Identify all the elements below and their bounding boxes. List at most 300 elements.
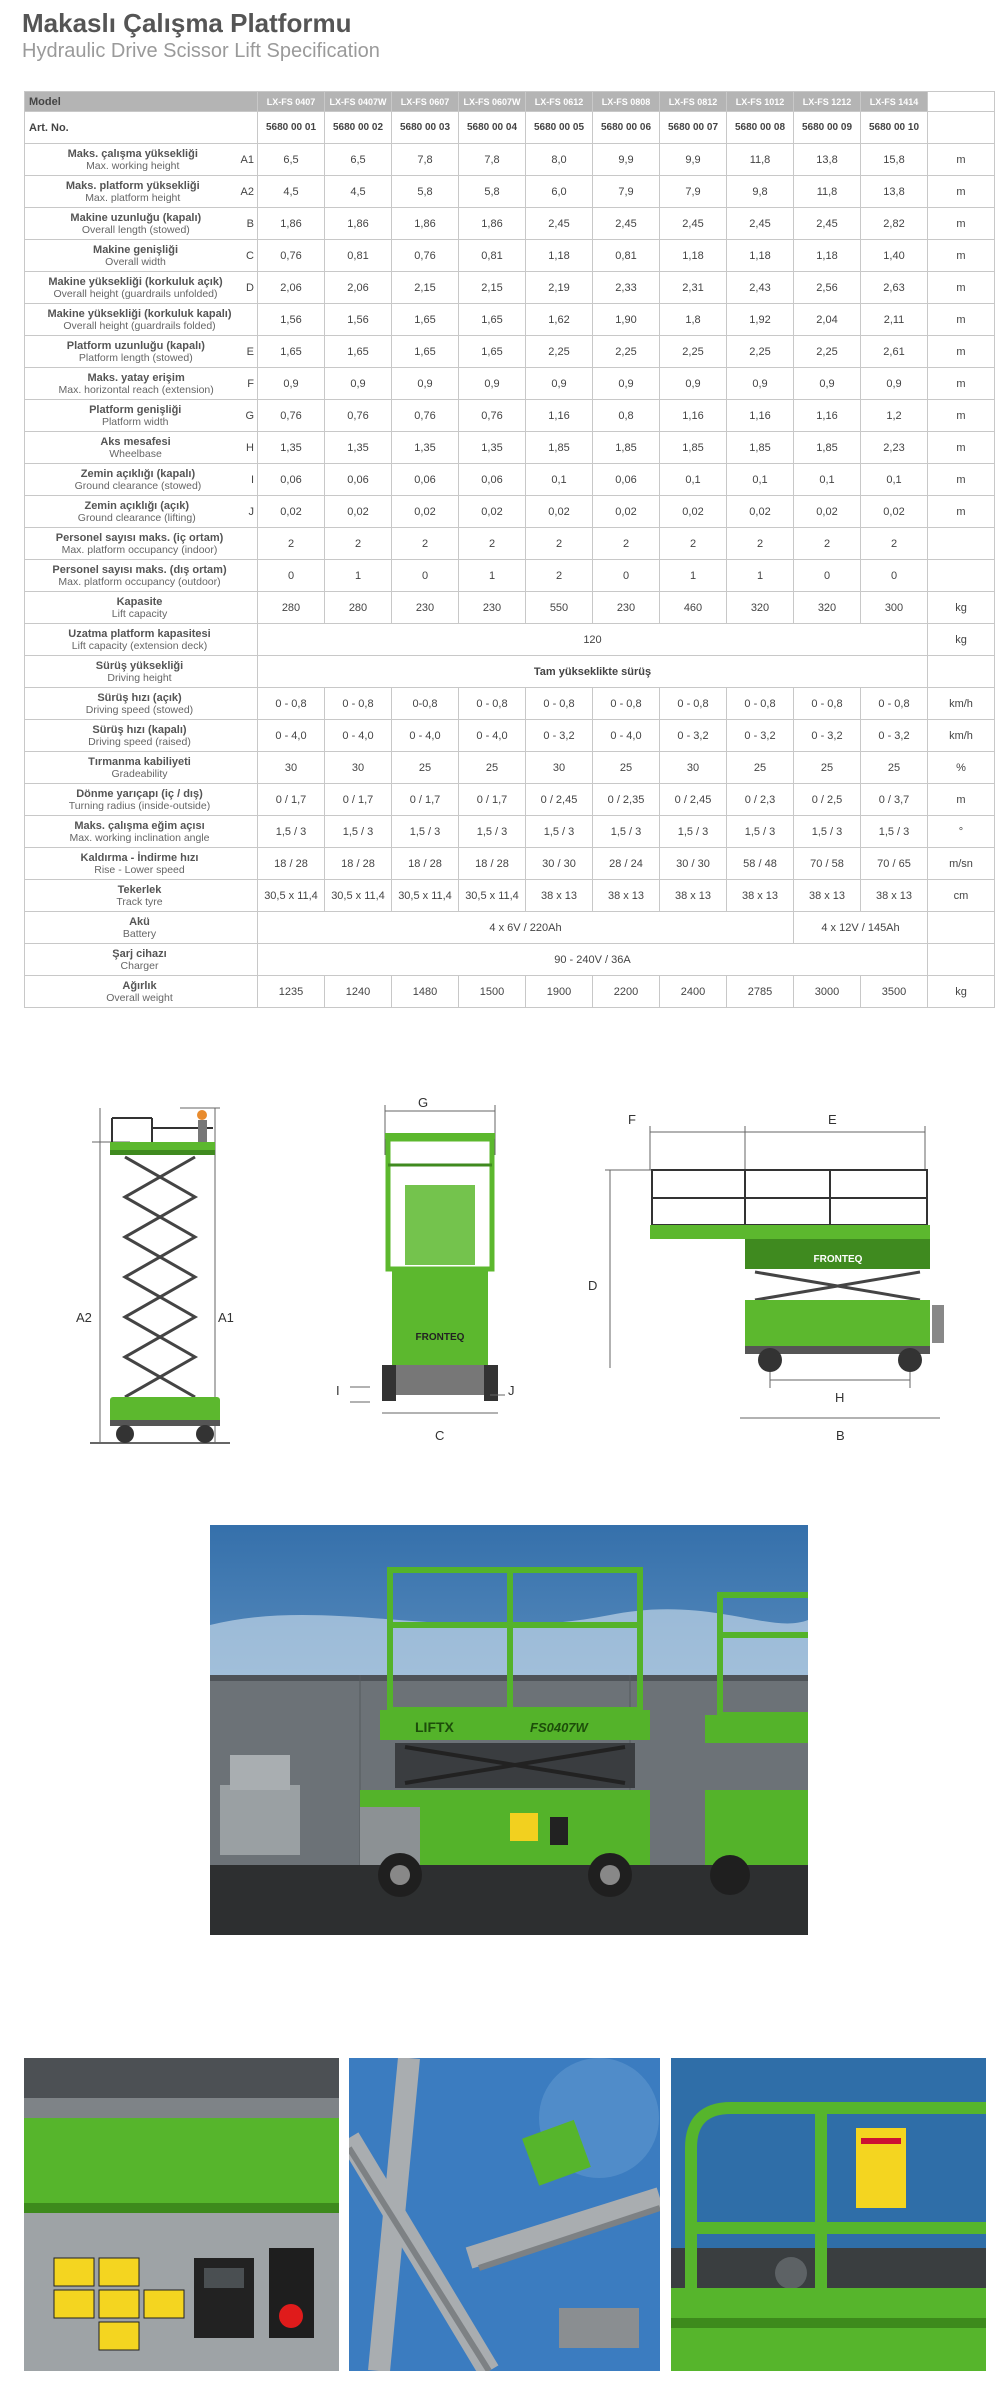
spec-row [25, 976, 995, 1008]
spec-label-tr: Ağırlık [122, 979, 157, 992]
spec-row [25, 336, 995, 368]
operator-icon [197, 1110, 207, 1120]
spec-row [25, 752, 995, 784]
spec-label [25, 400, 258, 432]
label-d: D [588, 1278, 598, 1293]
spec-value: 1,56 [258, 304, 325, 336]
spec-dimension-code: A2 [240, 185, 254, 198]
spec-value: 0,9 [258, 368, 325, 400]
spec-label [25, 784, 258, 816]
spec-value: 2,25 [593, 336, 660, 368]
spec-value: 1,5 / 3 [794, 816, 861, 848]
artno-cell: 5680 00 04 [459, 112, 526, 144]
spec-unit: m [928, 464, 995, 496]
spec-value: 11,8 [794, 176, 861, 208]
spec-value: 0 / 1,7 [459, 784, 526, 816]
spec-row [25, 464, 995, 496]
model-col-header: LX-FS 0607W [459, 92, 526, 112]
spec-value: 0,02 [593, 496, 660, 528]
spec-value: 2,45 [660, 208, 727, 240]
spec-table [24, 91, 995, 1008]
spec-value: 0 - 3,2 [861, 720, 928, 752]
spec-value: 0 / 1,7 [392, 784, 459, 816]
spec-merged-value: 90 - 240V / 36A [258, 944, 928, 976]
spec-value: 300 [861, 592, 928, 624]
spec-value: 1,65 [459, 336, 526, 368]
page-subtitle: Hydraulic Drive Scissor Lift Specification [22, 40, 380, 62]
spec-value: 2 [526, 528, 593, 560]
spec-value: 1,16 [727, 400, 794, 432]
spec-value: 2,25 [526, 336, 593, 368]
spec-value: 8,0 [526, 144, 593, 176]
spec-label-tr: Personel sayısı maks. (iç ortam) [55, 531, 224, 544]
spec-value: 0 - 0,8 [794, 688, 861, 720]
spec-value: 38 x 13 [794, 880, 861, 912]
spec-value: 0,06 [325, 464, 392, 496]
label-i: I [336, 1383, 340, 1398]
spec-value: 0 - 3,2 [727, 720, 794, 752]
spec-value: 28 / 24 [593, 848, 660, 880]
spec-unit: m [928, 784, 995, 816]
spec-label-tr: Maks. çalışma eğim açısı [74, 819, 205, 832]
spec-dimension-code: A1 [240, 153, 254, 166]
spec-value: 25 [794, 752, 861, 784]
spec-value: 0 - 0,8 [459, 688, 526, 720]
spec-unit [928, 656, 995, 688]
spec-value: 30,5 x 11,4 [325, 880, 392, 912]
spec-label-en: Battery [122, 927, 157, 940]
spec-unit: m [928, 496, 995, 528]
spec-label-en: Overall length (stowed) [81, 223, 190, 236]
spec-label-en: Turning radius (inside-outside) [68, 799, 211, 812]
spec-dimension-code: H [246, 441, 254, 454]
spec-value: 0,9 [660, 368, 727, 400]
spec-value: 38 x 13 [727, 880, 794, 912]
spec-unit: m [928, 176, 995, 208]
spec-value: 7,9 [593, 176, 660, 208]
spec-label-tr: Makine genişliği [93, 243, 178, 256]
spec-unit: % [928, 752, 995, 784]
spec-value: 280 [325, 592, 392, 624]
label-b: B [836, 1428, 845, 1443]
spec-value: 18 / 28 [258, 848, 325, 880]
spec-unit: km/h [928, 720, 995, 752]
spec-value: 0,76 [258, 400, 325, 432]
artno-row [25, 112, 995, 144]
spec-value: 1 [459, 560, 526, 592]
spec-value: 280 [258, 592, 325, 624]
model-col-header: LX-FS 1212 [794, 92, 861, 112]
spec-unit: km/h [928, 688, 995, 720]
spec-value: 1,65 [392, 336, 459, 368]
spec-value: 1,8 [660, 304, 727, 336]
spec-value: 0,02 [660, 496, 727, 528]
spec-value: 0,81 [459, 240, 526, 272]
spec-value: 2,56 [794, 272, 861, 304]
spec-unit: m [928, 240, 995, 272]
spec-value: 1,86 [258, 208, 325, 240]
spec-label-tr: Tekerlek [117, 883, 162, 896]
spec-label-en: Platform length (stowed) [78, 351, 193, 364]
spec-value: 2 [258, 528, 325, 560]
spec-value: 25 [861, 752, 928, 784]
spec-value: 2 [660, 528, 727, 560]
spec-label-tr: Aks mesafesi [100, 435, 171, 448]
spec-value: 0 [861, 560, 928, 592]
spec-value: 2,45 [794, 208, 861, 240]
spec-value: 2 [727, 528, 794, 560]
spec-label [25, 976, 258, 1008]
spec-dimension-code: J [248, 505, 254, 518]
spec-label [25, 816, 258, 848]
spec-unit: ° [928, 816, 995, 848]
artno-cell: 5680 00 02 [325, 112, 392, 144]
model-col-header: LX-FS 1012 [727, 92, 794, 112]
spec-value: 2 [794, 528, 861, 560]
spec-label-tr: Maks. yatay erişim [87, 371, 185, 384]
spec-dimension-code: E [246, 345, 254, 358]
spec-value: 0 - 0,8 [660, 688, 727, 720]
spec-value: 460 [660, 592, 727, 624]
spec-value: 0,8 [593, 400, 660, 432]
spec-unit [928, 912, 995, 944]
spec-label-tr: Dönme yarıçapı (iç / dış) [76, 787, 203, 800]
spec-value: 2,25 [794, 336, 861, 368]
spec-label [25, 752, 258, 784]
spec-value: 0 - 0,8 [526, 688, 593, 720]
model-col-header: LX-FS 1414 [861, 92, 928, 112]
spec-value: 0 / 1,7 [325, 784, 392, 816]
spec-value: 1 [325, 560, 392, 592]
spec-row [25, 656, 995, 688]
spec-value: 0,06 [459, 464, 526, 496]
spec-label-en: Overall width [105, 255, 166, 268]
spec-value: 15,8 [861, 144, 928, 176]
spec-value: 30,5 x 11,4 [392, 880, 459, 912]
spec-value: 0,81 [593, 240, 660, 272]
artno-label: Art. No. [25, 112, 258, 144]
spec-unit [928, 944, 995, 976]
spec-value: 2 [459, 528, 526, 560]
spec-label-tr: Platform genişliği [89, 403, 182, 416]
spec-value: 0,1 [526, 464, 593, 496]
spec-value: 0,9 [861, 368, 928, 400]
spec-label-tr: Tırmanma kabiliyeti [88, 755, 191, 768]
spec-value: 30 / 30 [660, 848, 727, 880]
spec-unit: m/sn [928, 848, 995, 880]
spec-value: 1,62 [526, 304, 593, 336]
spec-value: 1,92 [727, 304, 794, 336]
spec-value: 0 / 2,45 [660, 784, 727, 816]
spec-label-en: Charger [120, 959, 159, 972]
spec-label-en: Overall height (guardrails unfolded) [53, 287, 218, 300]
spec-value: 2,45 [727, 208, 794, 240]
artno-cell: 5680 00 03 [392, 112, 459, 144]
spec-value: 0 / 2,5 [794, 784, 861, 816]
artno-cell: 5680 00 01 [258, 112, 325, 144]
spec-value: 0 - 4,0 [593, 720, 660, 752]
spec-dimension-code: C [246, 249, 254, 262]
spec-value: 2 [593, 528, 660, 560]
spec-label [25, 496, 258, 528]
model-col-header: LX-FS 0607 [392, 92, 459, 112]
model-col-header: LX-FS 0407W [325, 92, 392, 112]
spec-label-en: Ground clearance (lifting) [77, 511, 196, 524]
photo-model: FS0407W [530, 1720, 588, 1735]
diagram-front [330, 1095, 520, 1445]
spec-label-tr: Makine uzunluğu (kapalı) [70, 211, 202, 224]
spec-unit: m [928, 272, 995, 304]
spec-value: 320 [794, 592, 861, 624]
spec-unit: kg [928, 624, 995, 656]
spec-value: 2,11 [861, 304, 928, 336]
spec-value: 0,81 [325, 240, 392, 272]
artno-cell: 5680 00 05 [526, 112, 593, 144]
spec-value: 0 - 4,0 [392, 720, 459, 752]
spec-value: 1,18 [727, 240, 794, 272]
spec-label [25, 240, 258, 272]
spec-value: 0 - 0,8 [258, 688, 325, 720]
spec-value: 0,9 [794, 368, 861, 400]
artno-cell: 5680 00 08 [727, 112, 794, 144]
spec-row [25, 720, 995, 752]
spec-value: 2,15 [459, 272, 526, 304]
spec-value: 0 [258, 560, 325, 592]
model-col-header: LX-FS 0612 [526, 92, 593, 112]
spec-label-tr: Personel sayısı maks. (dış ortam) [52, 563, 227, 576]
spec-value: 2,43 [727, 272, 794, 304]
spec-value: 2,23 [861, 432, 928, 464]
spec-merged-value: 120 [258, 624, 928, 656]
spec-value: 2,06 [325, 272, 392, 304]
spec-label-tr: Makine yüksekliği (korkuluk açık) [48, 275, 223, 288]
spec-value: 11,8 [727, 144, 794, 176]
spec-value: 3500 [861, 976, 928, 1008]
spec-value: 0,02 [459, 496, 526, 528]
spec-value: 6,5 [258, 144, 325, 176]
spec-unit: cm [928, 880, 995, 912]
spec-label [25, 848, 258, 880]
spec-label-tr: Uzatma platform kapasitesi [68, 627, 211, 640]
spec-unit: kg [928, 592, 995, 624]
spec-value: 0 - 0,8 [325, 688, 392, 720]
spec-value: 1,85 [526, 432, 593, 464]
spec-value: 0 - 3,2 [526, 720, 593, 752]
spec-value: 1500 [459, 976, 526, 1008]
spec-value: 9,9 [593, 144, 660, 176]
spec-value: 2200 [593, 976, 660, 1008]
spec-label-tr: Sürüş hızı (kapalı) [92, 723, 187, 736]
spec-value: 1,16 [526, 400, 593, 432]
spec-value: 1,65 [258, 336, 325, 368]
spec-row [25, 272, 995, 304]
spec-value: 1,85 [794, 432, 861, 464]
unit-cell [928, 112, 995, 144]
spec-label-tr: Kaldırma - İndirme hızı [80, 851, 199, 864]
spec-row [25, 304, 995, 336]
spec-value: 1,40 [861, 240, 928, 272]
spec-value: 1900 [526, 976, 593, 1008]
model-header-row [25, 92, 995, 112]
spec-value: 38 x 13 [526, 880, 593, 912]
spec-value: 2,63 [861, 272, 928, 304]
spec-value: 0-0,8 [392, 688, 459, 720]
spec-dimension-code: D [246, 281, 254, 294]
spec-value: 0,06 [593, 464, 660, 496]
spec-row [25, 432, 995, 464]
spec-label [25, 912, 258, 944]
spec-value: 2,19 [526, 272, 593, 304]
artno-cell: 5680 00 09 [794, 112, 861, 144]
spec-value: 2,31 [660, 272, 727, 304]
spec-value: 0,9 [593, 368, 660, 400]
spec-label-en: Driving speed (raised) [88, 735, 191, 748]
spec-value: 3000 [794, 976, 861, 1008]
spec-unit: m [928, 432, 995, 464]
spec-value: 1,5 / 3 [258, 816, 325, 848]
spec-unit: m [928, 336, 995, 368]
spec-label-en: Driving height [107, 671, 172, 684]
spec-value: 30 [325, 752, 392, 784]
main-photo [210, 1525, 808, 1935]
control-panel-photo [24, 2058, 339, 2371]
spec-value: 0,02 [526, 496, 593, 528]
spec-unit: m [928, 400, 995, 432]
page-title: Makaslı Çalışma Platformu [22, 8, 352, 38]
front-brand: FRONTEQ [415, 1332, 465, 1343]
spec-row [25, 368, 995, 400]
model-col-header: LX-FS 0812 [660, 92, 727, 112]
spec-merged-value: 4 x 6V / 220Ah [258, 912, 794, 944]
spec-value: 0,02 [325, 496, 392, 528]
scissor-stack-icon [125, 1157, 195, 1397]
spec-label [25, 336, 258, 368]
spec-merged-value: 4 x 12V / 145Ah [794, 912, 928, 944]
spec-value: 1,18 [794, 240, 861, 272]
spec-label-en: Driving speed (stowed) [85, 703, 194, 716]
spec-value: 4,5 [325, 176, 392, 208]
label-j: J [508, 1383, 515, 1398]
spec-label-en: Lift capacity [111, 607, 168, 620]
spec-value: 1,35 [392, 432, 459, 464]
spec-row [25, 560, 995, 592]
spec-unit [928, 528, 995, 560]
spec-value: 0,76 [392, 400, 459, 432]
spec-label [25, 624, 258, 656]
spec-row [25, 816, 995, 848]
spec-value: 0,9 [392, 368, 459, 400]
spec-label-tr: Platform uzunluğu (kapalı) [66, 339, 205, 352]
spec-row [25, 784, 995, 816]
spec-unit: kg [928, 976, 995, 1008]
spec-value: 230 [593, 592, 660, 624]
spec-label-en: Overall height (guardrails folded) [63, 319, 216, 332]
spec-dimension-code: I [250, 473, 254, 486]
spec-merged-value: Tam yükseklikte sürüş [258, 656, 928, 688]
artno-cell: 5680 00 10 [861, 112, 928, 144]
spec-label-en: Track tyre [116, 895, 163, 908]
spec-value: 230 [392, 592, 459, 624]
spec-value: 2,25 [660, 336, 727, 368]
spec-value: 1,35 [325, 432, 392, 464]
spec-dimension-code: F [247, 377, 254, 390]
spec-label-en: Platform width [101, 415, 169, 428]
side-brand: FRONTEQ [813, 1254, 863, 1265]
spec-value: 2 [861, 528, 928, 560]
spec-value: 0,1 [861, 464, 928, 496]
spec-value: 1 [660, 560, 727, 592]
spec-value: 25 [727, 752, 794, 784]
label-c: C [435, 1428, 445, 1443]
spec-value: 70 / 58 [794, 848, 861, 880]
spec-label-tr: Akü [129, 915, 150, 928]
spec-label-tr: Makine yüksekliği (korkuluk kapalı) [47, 307, 232, 320]
spec-value: 0,1 [794, 464, 861, 496]
spec-value: 7,9 [660, 176, 727, 208]
spec-value: 0,06 [258, 464, 325, 496]
spec-value: 1,5 / 3 [593, 816, 660, 848]
spec-value: 30 / 30 [526, 848, 593, 880]
spec-value: 1235 [258, 976, 325, 1008]
spec-row [25, 240, 995, 272]
spec-value: 1,16 [794, 400, 861, 432]
spec-value: 2,25 [727, 336, 794, 368]
spec-value: 1,85 [660, 432, 727, 464]
spec-value: 0 - 4,0 [258, 720, 325, 752]
spec-label-en: Overall weight [106, 991, 173, 1004]
spec-value: 2,45 [593, 208, 660, 240]
spec-value: 2400 [660, 976, 727, 1008]
spec-value: 1,90 [593, 304, 660, 336]
spec-value: 7,8 [459, 144, 526, 176]
label-e: E [828, 1112, 837, 1127]
spec-label [25, 208, 258, 240]
spec-label-tr: Şarj cihazı [112, 947, 167, 960]
spec-value: 1240 [325, 976, 392, 1008]
label-h: H [835, 1390, 845, 1405]
spec-value: 25 [392, 752, 459, 784]
spec-row [25, 144, 995, 176]
spec-value: 0,02 [861, 496, 928, 528]
spec-value: 1,18 [526, 240, 593, 272]
spec-label-tr: Maks. çalışma yüksekliği [67, 147, 198, 160]
spec-label-en: Max. platform occupancy (indoor) [61, 543, 218, 556]
photo-brand: LIFTX [415, 1719, 454, 1735]
spec-value: 18 / 28 [325, 848, 392, 880]
spec-value: 1,18 [660, 240, 727, 272]
spec-value: 6,5 [325, 144, 392, 176]
spec-label-en: Rise - Lower speed [94, 863, 185, 876]
spec-value: 2 [325, 528, 392, 560]
spec-row [25, 624, 995, 656]
spec-value: 2,04 [794, 304, 861, 336]
spec-value: 230 [459, 592, 526, 624]
spec-label-tr: Sürüş yüksekliği [95, 659, 184, 672]
spec-value: 70 / 65 [861, 848, 928, 880]
spec-value: 0,76 [392, 240, 459, 272]
spec-value: 30 [660, 752, 727, 784]
spec-label-en: Ground clearance (stowed) [74, 479, 202, 492]
spec-value: 1,56 [325, 304, 392, 336]
spec-value: 2 [526, 560, 593, 592]
spec-value: 0 / 3,7 [861, 784, 928, 816]
spec-value: 320 [727, 592, 794, 624]
spec-value: 0,76 [459, 400, 526, 432]
spec-label [25, 432, 258, 464]
spec-value: 30,5 x 11,4 [459, 880, 526, 912]
spec-value: 38 x 13 [593, 880, 660, 912]
label-g: G [418, 1095, 429, 1110]
